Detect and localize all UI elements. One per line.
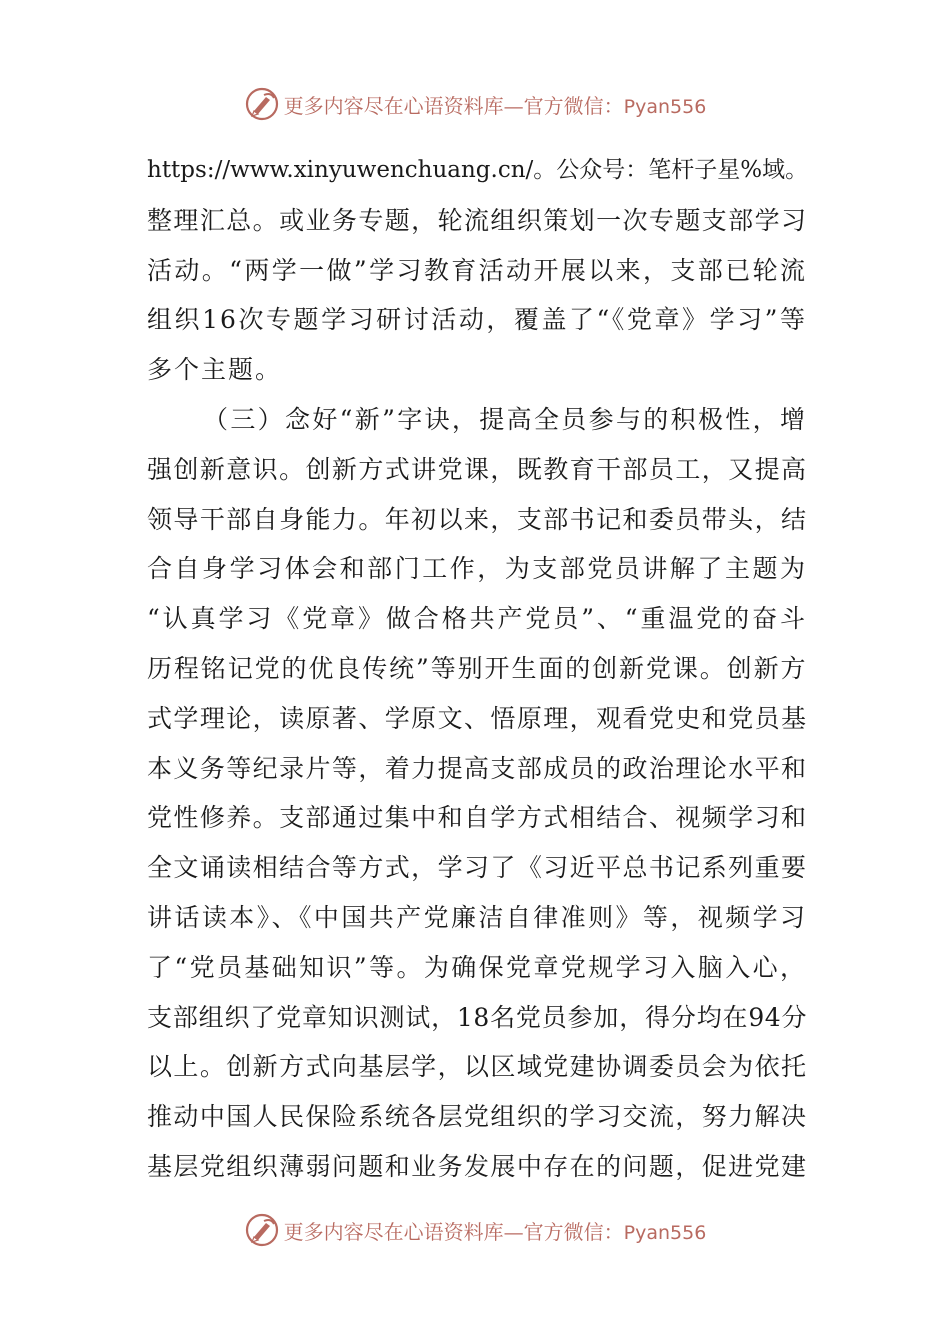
text-line: 活动。“两学一做”学习教育活动开展以来，支部已轮流 xyxy=(147,255,807,285)
banner-slogan: 更多内容尽在心语资料库—官方微信： xyxy=(283,1219,624,1244)
text-line: 全文诵读相结合等方式，学习了《习近平总书记系列重要 xyxy=(147,853,807,883)
text-line: 领导干部自身能力。年初以来，支部书记和委员带头，结 xyxy=(147,504,807,534)
text-line: 强创新意识。创新方式讲党课，既教育干部员工，又提高 xyxy=(147,454,807,484)
wechat-id: Pyan556 xyxy=(623,1221,707,1244)
text-line: 了“党员基础知识”等。为确保党章党规学习入脑入心， xyxy=(147,952,807,982)
text-line: 合自身学习体会和部门工作，为支部党员讲解了主题为 xyxy=(147,554,807,584)
text-line: 整理汇总。或业务专题，轮流组织策划一次专题支部学习 xyxy=(147,205,807,235)
text-line: 式学理论，读原著、学原文、悟原理，观看党史和党员基 xyxy=(147,703,807,733)
text-line: 以上。创新方式向基层学，以区域党建协调委员会为依托 xyxy=(147,1052,807,1082)
text-line: 本义务等纪录片等，着力提高支部成员的政治理论水平和 xyxy=(147,753,807,783)
text-line: 多个主题。 xyxy=(147,355,283,385)
text-line: 基层党组织薄弱问题和业务发展中存在的问题，促进党建 xyxy=(147,1151,807,1181)
text-line: “认真学习《党章》做合格共产党员”、“重温党的奋斗 xyxy=(147,604,807,634)
paragraph-heading-line: （三）念好“新”字诀，提高全员参与的积极性，增 xyxy=(203,404,807,434)
banner-slogan: 更多内容尽在心语资料库—官方微信： xyxy=(283,93,624,118)
header-banner xyxy=(0,80,950,128)
text-line: https://www.xinyuwenchuang.cn/。公众号：笔杆子星%域。 xyxy=(147,157,809,183)
footer-banner xyxy=(0,1206,950,1254)
banner-text xyxy=(284,90,707,119)
banner-text xyxy=(284,1216,707,1245)
pen-logo-icon xyxy=(244,1212,280,1248)
text-line: 历程铭记党的优良传统”等别开生面的创新党课。创新方 xyxy=(147,653,807,683)
text-line: 组织16次专题学习研讨活动，覆盖了“《党章》学习”等 xyxy=(147,305,807,335)
text-line: 党性修养。支部通过集中和自学方式相结合、视频学习和 xyxy=(147,803,807,833)
wechat-id: Pyan556 xyxy=(623,95,707,118)
text-line: 推动中国人民保险系统各层党组织的学习交流，努力解决 xyxy=(147,1102,807,1132)
text-line: 支部组织了党章知识测试，18名党员参加，得分均在94分 xyxy=(147,1002,807,1032)
text-line: 讲话读本》、《中国共产党廉洁自律准则》等，视频学习 xyxy=(147,902,807,932)
document-body xyxy=(147,146,807,1192)
pen-logo-icon xyxy=(244,86,280,122)
